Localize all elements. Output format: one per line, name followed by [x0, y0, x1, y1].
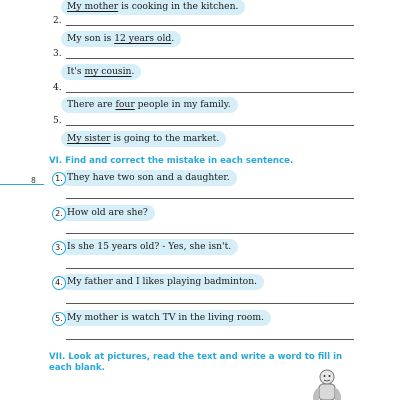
correction-line-1[interactable]: [66, 198, 354, 199]
answer-line-2[interactable]: [66, 25, 354, 26]
answer-line-5[interactable]: [66, 125, 354, 126]
family-picture-icon: [307, 366, 347, 400]
question-number-5: 5.: [53, 116, 62, 126]
item-number-1: 1.: [52, 172, 66, 186]
item-number-2: 2.: [52, 207, 66, 221]
sentence-pill-4: My father and I likes playing badminton.: [61, 274, 264, 290]
page-number: 8: [31, 176, 36, 185]
sentence-pill-5: My mother is watch TV in the living room.: [61, 310, 271, 326]
correction-line-5[interactable]: [66, 339, 354, 340]
sentence-pill-2: How old are she?: [61, 205, 155, 221]
answer-pill-5: My sister is going to the market.: [61, 131, 226, 147]
correction-line-4[interactable]: [66, 303, 354, 304]
sentence-pill-3: Is she 15 years old? - Yes, she isn't.: [61, 239, 238, 255]
question-number-2: 2.: [53, 16, 62, 26]
answer-pill-4: There are four people in my family.: [61, 97, 238, 113]
margin-rule: [0, 184, 44, 185]
answer-pill-1: My mother is cooking in the kitchen.: [61, 0, 245, 15]
correction-line-2[interactable]: [66, 233, 354, 234]
answer-pill-2: My son is 12 years old.: [61, 31, 181, 47]
item-number-4: 4.: [52, 276, 66, 290]
section-vi-heading: VI. Find and correct the mistake in each sentence.: [49, 156, 294, 166]
sentence-pill-1: They have two son and a daughter.: [61, 170, 237, 186]
answer-line-4[interactable]: [66, 92, 354, 93]
answer-line-3[interactable]: [66, 58, 354, 59]
section-vii-heading: VII. Look at pictures, read the text and write a word to fill in each blank.: [49, 352, 343, 373]
answer-pill-3: It's my cousin.: [61, 64, 141, 80]
correction-line-3[interactable]: [66, 268, 354, 269]
item-number-3: 3.: [52, 241, 66, 255]
item-number-5: 5.: [52, 312, 66, 326]
question-number-3: 3.: [53, 49, 62, 59]
question-number-4: 4.: [53, 83, 62, 93]
